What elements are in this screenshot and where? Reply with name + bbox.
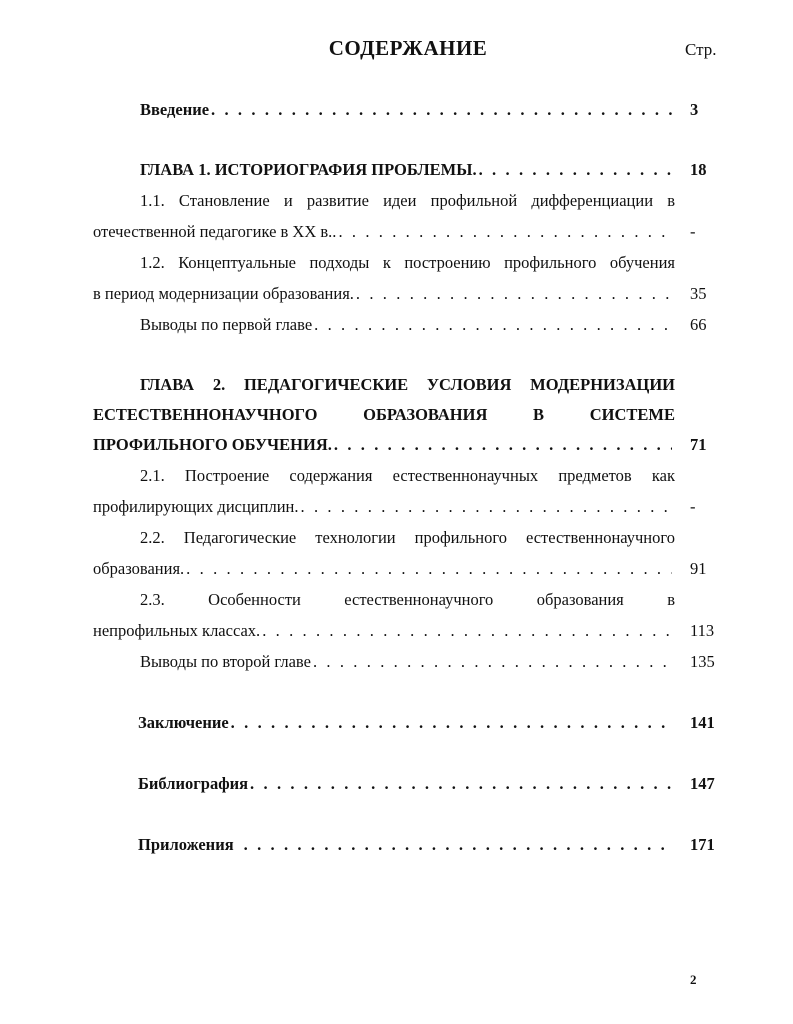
toc-page-number: 147 <box>690 774 715 793</box>
toc-page-number: 113 <box>690 621 715 640</box>
toc-chapter-1 <box>140 158 672 182</box>
toc-section-2-3-line1: 2.3. Особенности естественнонаучного образования в <box>140 590 675 609</box>
toc-page-number: 35 <box>690 284 707 303</box>
toc-entry-label: Библиография <box>138 774 249 793</box>
toc-section-2-2-line2 <box>93 557 672 581</box>
leader-dots <box>312 313 672 337</box>
toc-entry-label: Приложения <box>138 835 234 854</box>
section-text: непрофильных классах. <box>93 621 261 640</box>
toc-section-2-3-line2 <box>93 619 672 643</box>
toc-page-number: 71 <box>690 435 707 454</box>
leader-dots <box>242 833 672 857</box>
toc-section-2-2-line1: 2.2. Педагогические технологии профильного естественнонаучного <box>140 528 675 547</box>
toc-page-number: - <box>690 222 696 241</box>
toc-entry-intro <box>140 98 672 122</box>
section-text: Выводы по второй главе <box>140 652 311 671</box>
chapter-title: ГЛАВА 1. ИСТОРИОГРАФИЯ ПРОБЛЕМЫ. <box>140 160 477 179</box>
section-text: образования. <box>93 559 185 578</box>
leader-dots <box>248 772 672 796</box>
footer-page-number: 2 <box>690 972 697 987</box>
leader-dots <box>311 650 672 674</box>
toc-entry-appendix <box>138 833 672 857</box>
toc-page-number: 171 <box>690 835 715 854</box>
toc-section-2-1-line2 <box>93 495 672 519</box>
leader-dots <box>477 158 672 182</box>
section-text: в период модернизации образования. <box>93 284 354 303</box>
leader-dots <box>229 711 672 735</box>
leader-dots <box>332 433 672 457</box>
leader-dots <box>184 557 672 581</box>
toc-page-number: 3 <box>690 100 699 119</box>
page-title: СОДЕРЖАНИЕ <box>328 36 488 60</box>
toc-section-1-1-line2 <box>93 220 672 244</box>
chapter-title: ПРОФИЛЬНОГО ОБУЧЕНИЯ. <box>93 435 332 454</box>
toc-page-number: 135 <box>690 652 715 671</box>
toc-section-1-1-line1: 1.1. Становление и развитие идеи профильной дифференциации в <box>140 191 675 210</box>
leader-dots <box>209 98 672 122</box>
toc-page-number: 141 <box>690 713 715 732</box>
section-text: профилирующих дисциплин. <box>93 497 299 516</box>
toc-page-number: - <box>690 497 696 516</box>
toc-chapter-2-title-line3 <box>93 433 672 457</box>
leader-dots <box>260 619 672 643</box>
page-column-label: Стр. <box>685 40 717 59</box>
leader-dots <box>354 282 672 306</box>
toc-entry-bibliography <box>138 772 672 796</box>
toc-entry-label: Введение <box>140 100 210 119</box>
toc-chapter-2-title-line1: ГЛАВА 2. ПЕДАГОГИЧЕСКИЕ УСЛОВИЯ МОДЕРНИЗАЦИИ <box>140 375 675 394</box>
toc-section-1-2-line2 <box>93 282 672 306</box>
toc-entry-conclusion <box>138 711 672 735</box>
section-text: отечественной педагогике в XX в.. <box>93 222 337 241</box>
leader-dots <box>336 220 672 244</box>
toc-page-number: 18 <box>690 160 707 179</box>
section-text: Выводы по первой главе <box>140 315 313 334</box>
leader-dots <box>299 495 673 519</box>
toc-page-number: 91 <box>690 559 707 578</box>
toc-section-2-1-line1: 2.1. Построение содержания естественнонаучных предметов как <box>140 466 675 485</box>
toc-entry-label: Заключение <box>138 713 229 732</box>
toc-chapter-2-conclusion <box>140 650 672 674</box>
toc-chapter-2-title-line2: ЕСТЕСТВЕННОНАУЧНОГО ОБРАЗОВАНИЯ В СИСТЕМЕ <box>93 405 675 424</box>
toc-page-number: 66 <box>690 315 707 334</box>
toc-section-1-2-line1: 1.2. Концептуальные подходы к построению профильного обучения <box>140 253 675 272</box>
toc-chapter-1-conclusion <box>140 313 672 337</box>
